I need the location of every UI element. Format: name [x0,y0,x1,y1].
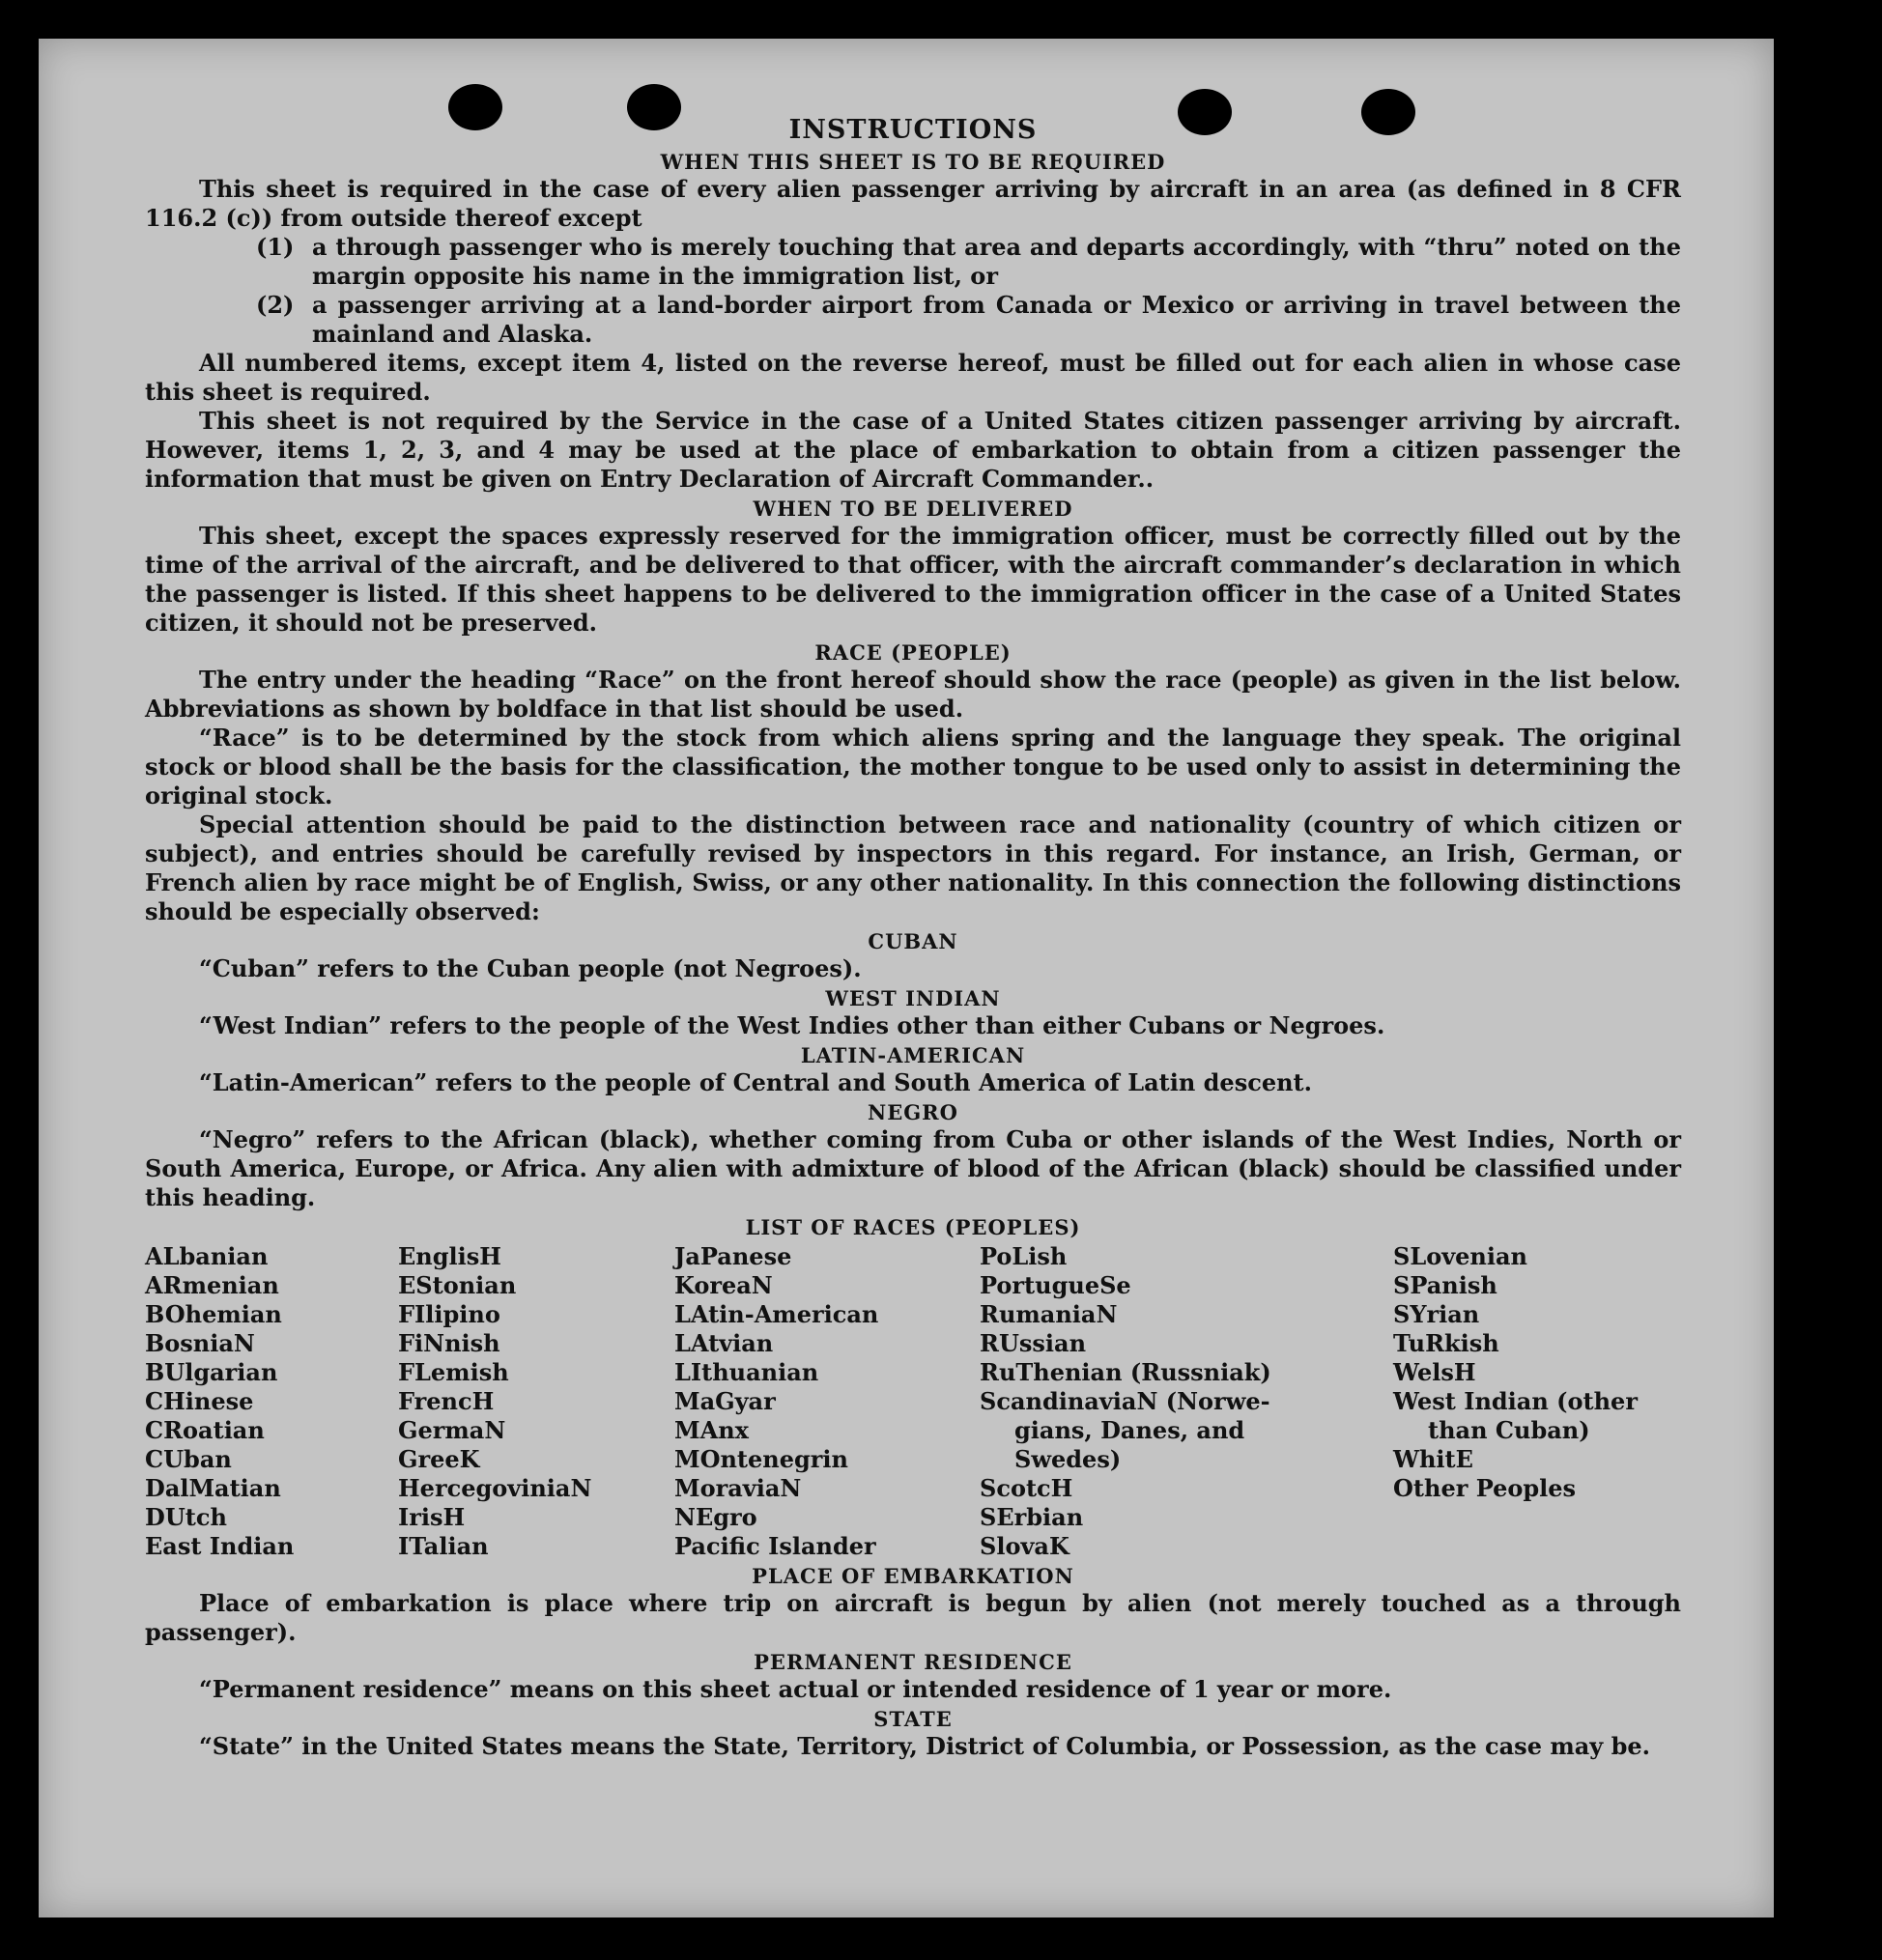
paragraph: Special attention should be paid to the distinction between race and nationality (country of which citizen or subject), and entries should be carefully revised by inspectors in this regard. For instance, an Irish, German, or French alien by race might be of English, Swiss, or any other nationality. In this connection the following distinctions should be especially observed: [145,810,1681,925]
race-entry: FLemish [398,1358,509,1386]
race-entry: CUban [145,1445,232,1473]
paragraph: The entry under the heading “Race” on the front hereof should show the race (people) as given in the list below. Abbreviations as shown by boldface in that list should be used. [145,666,1681,723]
race-entry: MAnx [674,1416,749,1444]
race-entry: Pacific Islander [674,1532,876,1560]
section-heading-list-of-races: LIST OF RACES (PEOPLES) [745,1215,1081,1239]
item-number: (1) [256,233,295,261]
definition-text: “Latin-American” refers to the people of Central and South America of Latin descent. [199,1068,1312,1096]
race-column [1393,1242,1681,1561]
page-title: INSTRUCTIONS [788,115,1038,145]
race-entry: BosniaN [145,1329,255,1357]
race-entry: DalMatian [145,1474,281,1502]
race-column [980,1242,1393,1561]
race-entry: SLovenian [1393,1242,1527,1270]
race-entry: NEgro [674,1503,757,1531]
race-entry: RUssian [980,1329,1087,1357]
race-entry: Swedes) [1014,1445,1122,1473]
race-entry: MOntenegrin [674,1445,848,1473]
race-entry: EStonian [398,1271,517,1299]
race-entry: West Indian (other [1393,1387,1638,1415]
race-entry: gians, Danes, and [1014,1416,1245,1444]
document-sheet [39,39,1774,1917]
race-entry: CRoatian [145,1416,265,1444]
paragraph: “State” in the United States means the State, Territory, District of Columbia, or Possession, as the case may be. [199,1732,1650,1760]
list-item [145,233,1681,291]
race-entry: BOhemian [145,1300,282,1328]
race-entry: EnglisH [398,1242,501,1270]
race-entry: Other Peoples [1393,1474,1577,1502]
section-heading-west-indian: WEST INDIAN [825,986,1001,1010]
race-entry: WelsH [1393,1358,1476,1386]
section-heading-latin-american: LATIN-AMERICAN [800,1043,1026,1067]
race-entry: ScotcH [980,1474,1073,1502]
paragraph: This sheet is not required by the Service in the case of a United States citizen passenger arriving by aircraft. However, items 1, 2, 3, and 4 may be used at the place of embarkation to obtain from a citizen passenger the information that must be given on Entry Declaration of Aircraft Commander.. [145,407,1681,493]
race-entry: IrisH [398,1503,466,1531]
race-entry: SErbian [980,1503,1084,1531]
race-entry: SlovaK [980,1532,1069,1560]
race-entry: ScandinaviaN (Norwe- [980,1387,1270,1415]
race-entry: ALbanian [145,1242,269,1270]
race-column [145,1242,398,1561]
section-heading-state: STATE [873,1707,953,1731]
race-column [398,1242,674,1561]
race-entry: DUtch [145,1503,227,1531]
race-entry: RuThenian (Russniak) [980,1358,1271,1386]
definition-text: “Cuban” refers to the Cuban people (not Negroes). [199,954,862,982]
section-heading-embarkation: PLACE OF EMBARKATION [752,1564,1074,1588]
race-entry: GreeK [398,1445,480,1473]
race-entry: SYrian [1393,1300,1480,1328]
section-heading-cuban: CUBAN [868,929,958,953]
list-item [145,291,1681,349]
race-entry: PortugueSe [980,1271,1131,1299]
section-heading-residence: PERMANENT RESIDENCE [754,1650,1072,1674]
definition-text: “West Indian” refers to the people of the West Indies other than either Cubans or Negroes. [199,1011,1385,1039]
race-entry: LAtin-American [674,1300,879,1328]
race-entry: GermaN [398,1416,506,1444]
section-heading-race: RACE (PEOPLE) [814,640,1012,665]
race-entry: CHinese [145,1387,254,1415]
paragraph: “Race” is to be determined by the stock from which aliens spring and the language they speak. The original stock or blood shall be the basis for the classification, the mother tongue to be used only to assist in determining the original stock. [145,724,1681,810]
race-entry: East Indian [145,1532,295,1560]
race-entry: than Cuban) [1428,1416,1590,1444]
race-entry: FiNnish [398,1329,500,1357]
race-entry: FIlipino [398,1300,500,1328]
race-entry: SPanish [1393,1271,1497,1299]
race-entry: RumaniaN [980,1300,1118,1328]
race-entry: ITalian [398,1532,489,1560]
paragraph: This sheet is required in the case of every alien passenger arriving by aircraft in an area (as defined in 8 CFR 116.2 (c)) from outside thereof except [145,175,1681,232]
race-entry: KoreaN [674,1271,773,1299]
item-text: a passenger arriving at a land-border airport from Canada or Mexico or arriving in travel between the mainland and Alaska. [312,291,1681,348]
section-heading-required: WHEN THIS SHEET IS TO BE REQUIRED [660,150,1166,174]
paragraph: “Negro” refers to the African (black), whether coming from Cuba or other islands of the West Indies, North or South America, Europe, or Africa. Any alien with admixture of blood of the African (black) should be classified under this heading. [145,1125,1681,1211]
race-column [674,1242,980,1561]
race-entry: MoraviaN [674,1474,802,1502]
section-heading-negro: NEGRO [868,1100,958,1124]
race-entry: ARmenian [145,1271,279,1299]
race-entry: BUlgarian [145,1358,278,1386]
instructions-content [145,114,1681,1761]
definition-text: “Permanent residence” means on this sheet actual or intended residence of 1 year or more. [199,1675,1392,1703]
race-entry: WhitE [1393,1445,1473,1473]
race-entry: LIthuanian [674,1358,819,1386]
paragraph: Place of embarkation is place where trip on aircraft is begun by alien (not merely touched as a through passenger). [145,1589,1681,1646]
item-number: (2) [256,291,295,319]
race-entry: HercegoviniaN [398,1474,592,1502]
race-entry: LAtvian [674,1329,774,1357]
race-entry: JaPanese [674,1242,792,1270]
race-list [145,1242,1681,1561]
paragraph: This sheet, except the spaces expressly reserved for the immigration officer, must be correctly filled out by the time of the arrival of the aircraft, and be delivered to that officer, with the aircraft commander’s declaration in which the passenger is listed. If this sheet happens to be delivered to the immigration officer in the case of a United States citizen, it should not be preserved. [145,522,1681,637]
section-heading-delivered: WHEN TO BE DELIVERED [753,497,1073,521]
race-entry: TuRkish [1393,1329,1499,1357]
race-entry: MaGyar [674,1387,776,1415]
paragraph: All numbered items, except item 4, listed on the reverse hereof, must be filled out for each alien in whose case this sheet is required. [145,349,1681,406]
item-text: a through passenger who is merely touching that area and departs accordingly, with “thru” noted on the margin opposite his name in the immigration list, or [312,233,1681,290]
race-entry: FrencH [398,1387,495,1415]
race-entry: PoLish [980,1242,1068,1270]
